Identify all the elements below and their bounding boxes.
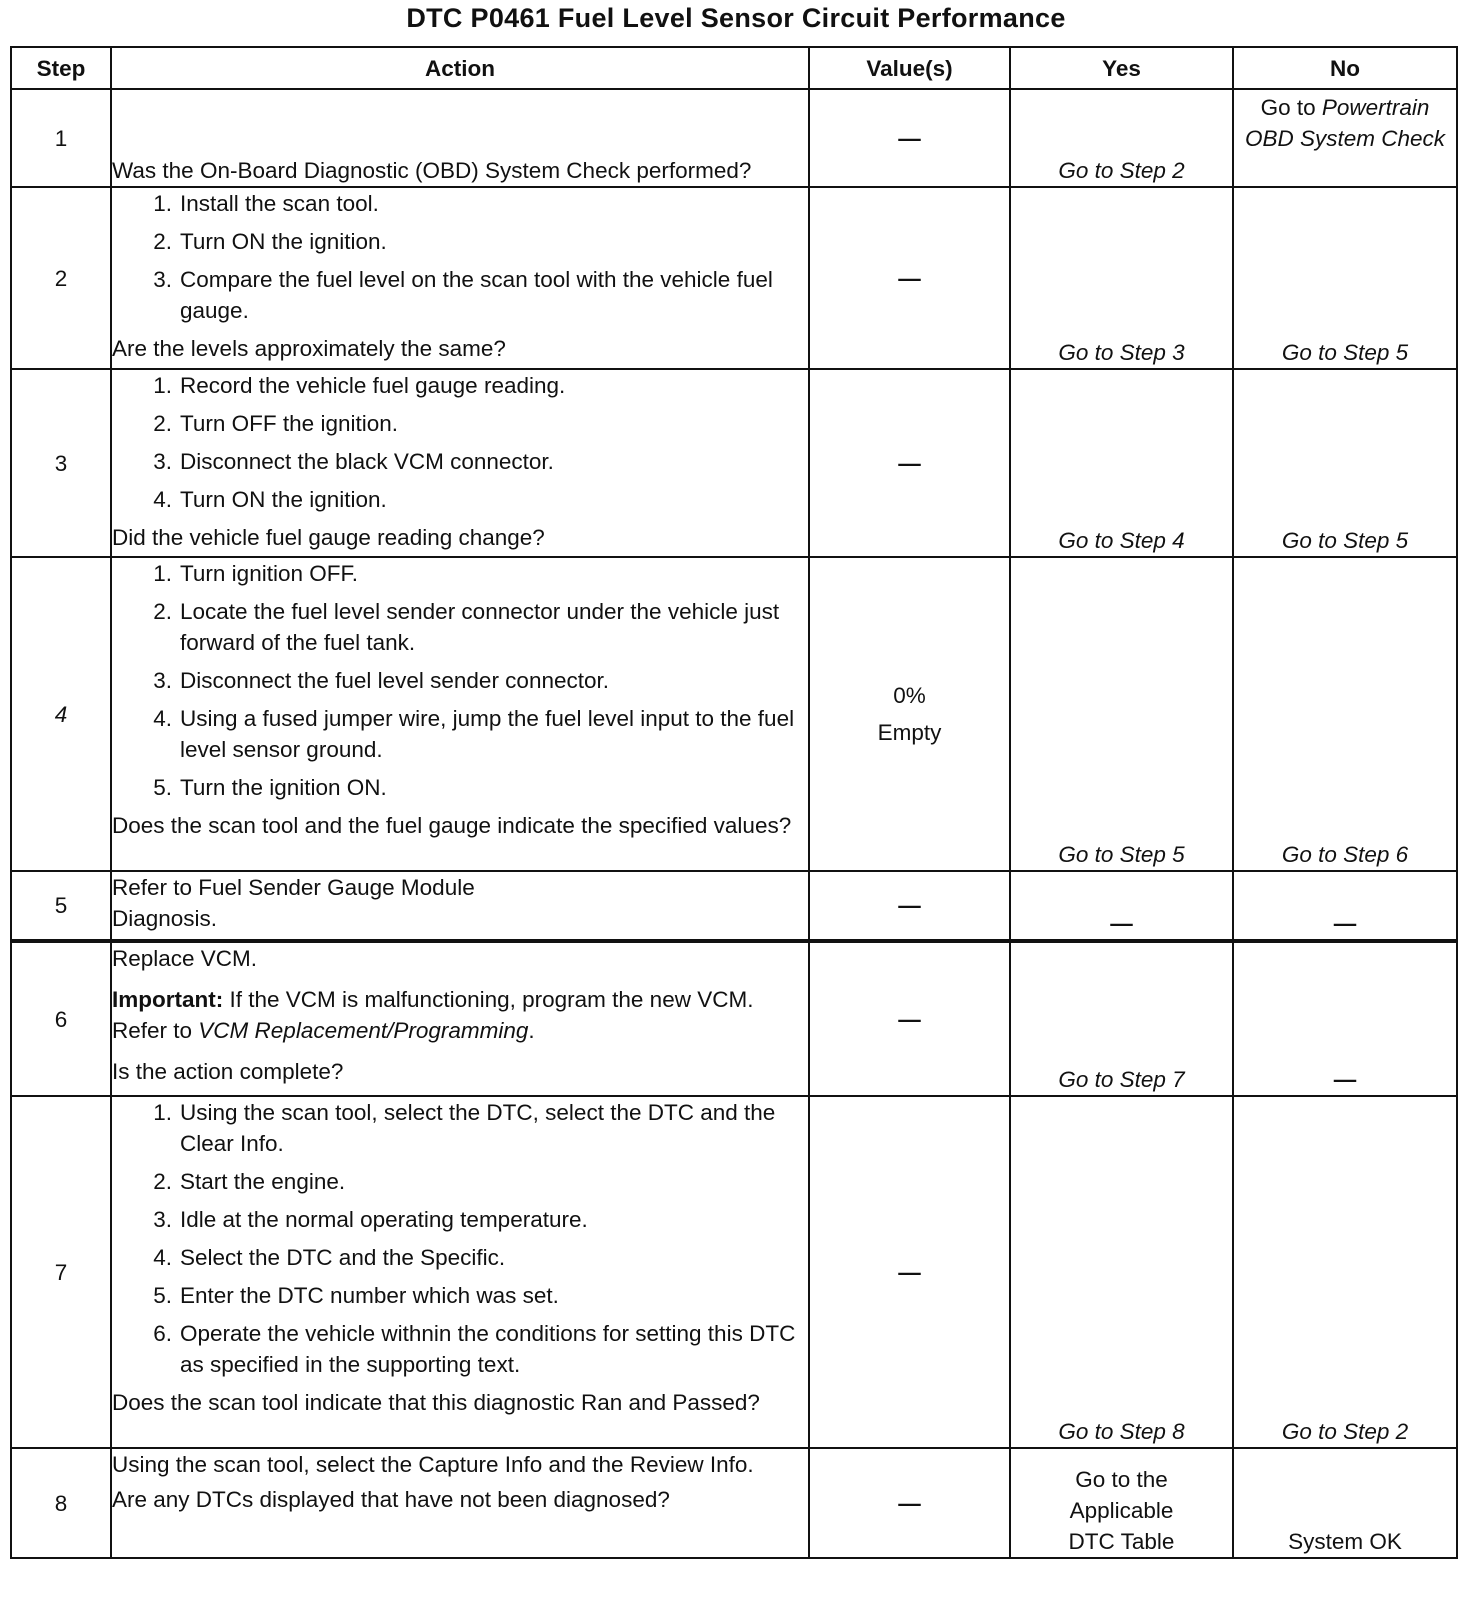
list-item: 3. Idle at the normal operating temperature.: [153, 1207, 588, 1232]
yes-line: DTC Table: [1068, 1529, 1175, 1554]
action-question: Refer to Fuel Sender Gauge Module Diagnosis.: [112, 875, 475, 931]
table-row: [11, 89, 1457, 187]
action-question: Did the vehicle fuel gauge reading change?: [112, 525, 545, 550]
action-question: Are the levels approximately the same?: [112, 336, 506, 361]
value-cell: [809, 941, 1010, 1096]
yes-cell: [1010, 1448, 1233, 1558]
action-question: Does the scan tool indicate that this diagnostic Ran and Passed?: [112, 1390, 760, 1415]
value-cell: [809, 871, 1010, 941]
important-label: Important:: [112, 987, 224, 1012]
step-number: 7: [11, 1096, 111, 1448]
step-number: 4: [11, 557, 111, 871]
table-row: [11, 941, 1457, 1096]
header-action: Action: [111, 47, 809, 89]
list-item: 5. Enter the DTC number which was set.: [153, 1283, 559, 1308]
table-row: [11, 557, 1457, 871]
action-steps: [112, 558, 808, 803]
no-cell: [1233, 871, 1457, 941]
action-cell: [111, 1096, 809, 1448]
no-cell: [1233, 89, 1457, 187]
table-row: [11, 871, 1457, 941]
no-cell: [1233, 941, 1457, 1096]
list-item: 3. Compare the fuel level on the scan tool with the vehicle fuel gauge.: [153, 267, 773, 323]
action-cell: [111, 871, 809, 941]
list-item: 3. Disconnect the fuel level sender connector.: [153, 668, 610, 693]
diagnostic-table: [10, 46, 1458, 1559]
value-cell: [809, 369, 1010, 557]
value-text: —: [898, 450, 921, 476]
action-text: Replace VCM.: [112, 946, 258, 971]
yes-cell: Go to Step 4: [1010, 369, 1233, 557]
list-item: 3. Disconnect the black VCM connector.: [153, 449, 554, 474]
header-values: Value(s): [809, 47, 1010, 89]
action-question: Are any DTCs displayed that have not been diagnosed?: [112, 1487, 670, 1512]
list-item: 1. Record the vehicle fuel gauge reading.: [153, 373, 566, 398]
header-no: No: [1233, 47, 1457, 89]
table-row: [11, 1096, 1457, 1448]
step-number: 8: [11, 1448, 111, 1558]
action-cell: [111, 557, 809, 871]
list-item: 1. Using the scan tool, select the DTC, select the DTC and the Clear Info.: [153, 1100, 776, 1156]
list-item: 2. Start the engine.: [153, 1169, 346, 1194]
no-cell: Go to Step 5: [1233, 187, 1457, 369]
list-item: 4. Using a fused jumper wire, jump the fuel level input to the fuel level sensor ground.: [153, 706, 795, 762]
action-steps: [112, 370, 808, 515]
action-text: Using the scan tool, select the Capture Info and the Review Info.: [112, 1452, 754, 1477]
yes-cell: Go to Step 3: [1010, 187, 1233, 369]
yes-cell: Go to Step 5: [1010, 557, 1233, 871]
list-item: 2. Locate the fuel level sender connector under the vehicle just forward of the fuel tank.: [153, 599, 780, 655]
list-item: 1. Install the scan tool.: [153, 191, 379, 216]
action-question: Is the action complete?: [112, 1059, 344, 1084]
table-row: [11, 369, 1457, 557]
no-cell: Go to Step 5: [1233, 369, 1457, 557]
action-cell: [111, 1448, 809, 1558]
no-cell: System OK: [1233, 1448, 1457, 1558]
action-question: Does the scan tool and the fuel gauge indicate the specified values?: [112, 813, 792, 838]
list-item: 4. Turn ON the ignition.: [153, 487, 387, 512]
no-reference: Powertrain OBD System Check: [1244, 95, 1446, 151]
value-cell: [809, 1096, 1010, 1448]
no-cell: Go to Step 2: [1233, 1096, 1457, 1448]
yes-line: Go to the: [1075, 1467, 1168, 1492]
yes-cell: Go to Step 2: [1010, 89, 1233, 187]
step-number: 5: [11, 871, 111, 941]
value-text: —: [898, 1006, 921, 1032]
value-text: —: [898, 1259, 921, 1285]
value-percent: 0%: [893, 683, 926, 708]
value-cell: [809, 89, 1010, 187]
action-cell: [111, 941, 809, 1096]
value-cell: [809, 557, 1010, 871]
action-cell: [111, 369, 809, 557]
no-text: —: [1333, 1067, 1357, 1092]
step-number: 3: [11, 369, 111, 557]
header-step: Step: [11, 47, 111, 89]
yes-text: —: [1110, 911, 1133, 936]
value-cell: [809, 1448, 1010, 1558]
step-number: 1: [11, 89, 111, 187]
value-label: Empty: [877, 720, 942, 745]
action-cell: [111, 187, 809, 369]
action-steps: [112, 188, 808, 326]
step-number: 6: [11, 941, 111, 1096]
no-prefix: Go to: [1260, 95, 1322, 120]
list-item: 4. Select the DTC and the Specific.: [153, 1245, 506, 1270]
list-item: 6. Operate the vehicle withnin the conditions for setting this DTC as specified in the supporting text.: [153, 1321, 796, 1377]
value-cell: [809, 187, 1010, 369]
page-title: DTC P0461 Fuel Level Sensor Circuit Performance: [406, 3, 1066, 33]
no-text: —: [1333, 911, 1357, 936]
value-text: —: [898, 893, 921, 918]
value-text: —: [898, 125, 921, 151]
action-steps: [112, 1097, 808, 1380]
yes-cell: Go to Step 8: [1010, 1096, 1233, 1448]
yes-line: Applicable: [1069, 1498, 1174, 1523]
table-row: [11, 187, 1457, 369]
list-item: 2. Turn ON the ignition.: [153, 229, 387, 254]
table-header-row: [11, 47, 1457, 89]
value-text: —: [898, 1490, 921, 1516]
value-text: —: [898, 265, 921, 291]
important-note: Important: If the VCM is malfunctioning, program the new VCM. Refer to VCM Replacement/Programming.: [112, 987, 754, 1043]
header-yes: Yes: [1010, 47, 1233, 89]
no-cell: Go to Step 6: [1233, 557, 1457, 871]
reference-link: VCM Replacement/Programming: [198, 1018, 529, 1043]
yes-cell: Go to Step 7: [1010, 941, 1233, 1096]
list-item: 5. Turn the ignition ON.: [153, 775, 387, 800]
yes-cell: [1010, 871, 1233, 941]
list-item: 2. Turn OFF the ignition.: [153, 411, 399, 436]
table-row: [11, 1448, 1457, 1558]
action-cell: [111, 89, 809, 187]
action-question: Was the On-Board Diagnostic (OBD) System Check performed?: [112, 158, 752, 183]
step-number: 2: [11, 187, 111, 369]
list-item: 1. Turn ignition OFF.: [153, 561, 358, 586]
